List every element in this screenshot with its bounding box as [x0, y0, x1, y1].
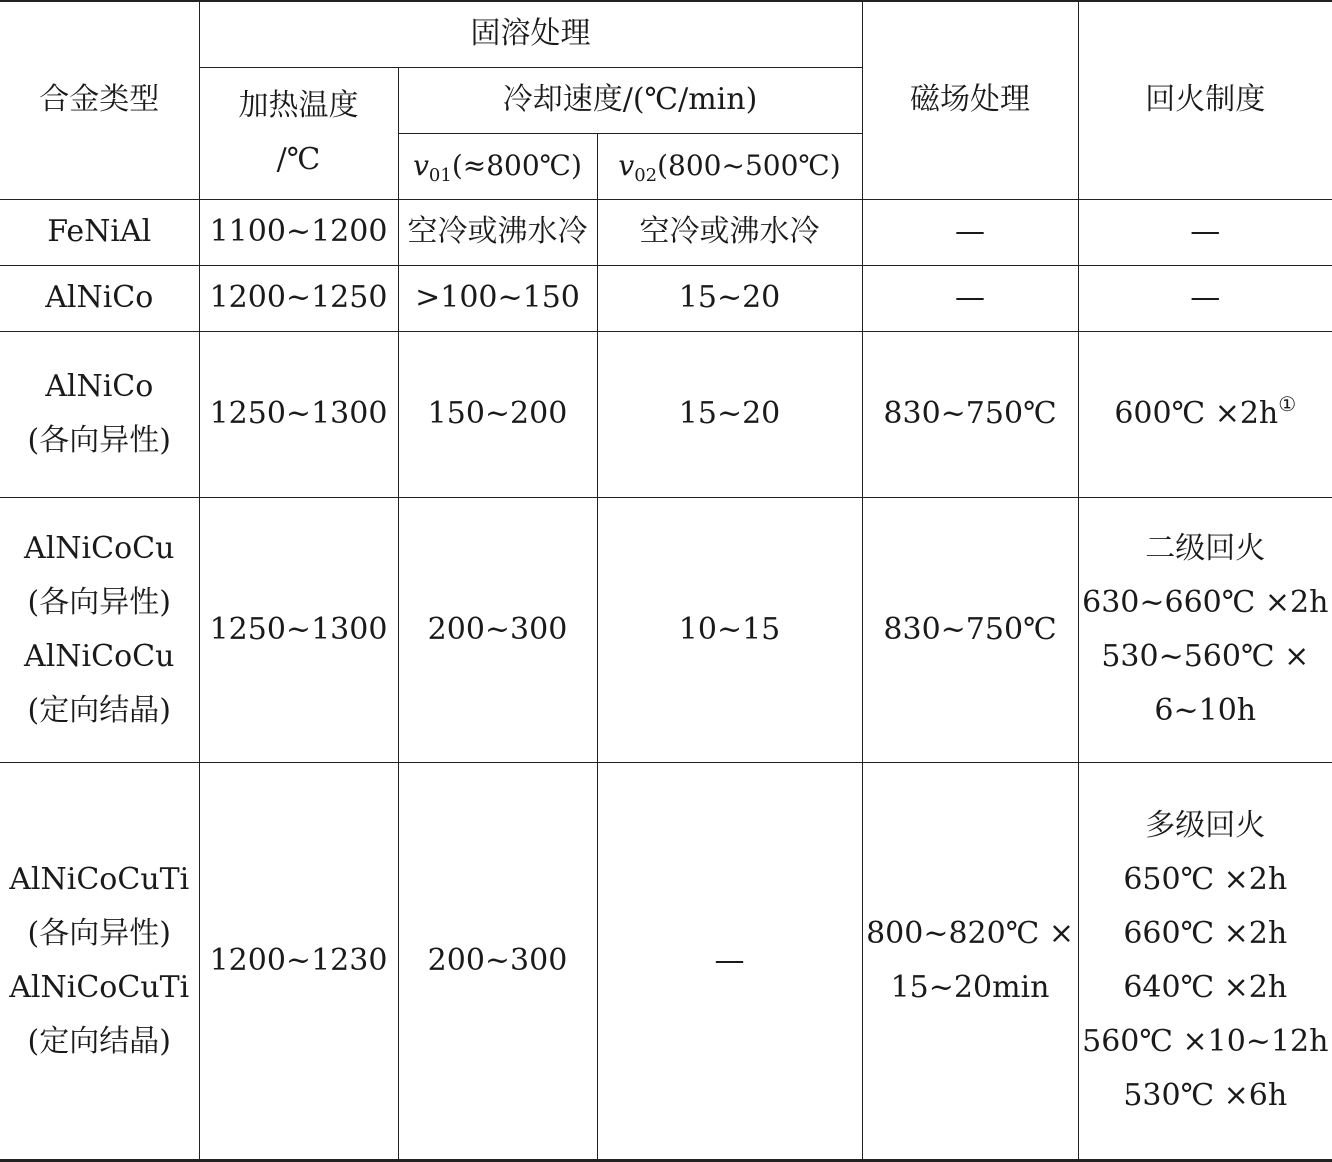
- table-row: [0, 199, 1332, 265]
- cell-heating-temp: 1250~1300: [199, 497, 398, 762]
- cell-alloy-type-line: AlNiCo: [45, 280, 154, 315]
- v02-subscript: 02: [634, 165, 658, 186]
- cell-tempering-line: 530℃ ×6h: [1123, 1077, 1288, 1113]
- cell-tempering: [1078, 331, 1332, 497]
- cell-cooling-v01: >100~150: [398, 265, 597, 331]
- cell-tempering-line: 二级回火: [1145, 530, 1266, 566]
- cell-cooling-v01: 200~300: [398, 762, 597, 1160]
- cell-tempering-line: 530~560℃ ×: [1101, 638, 1310, 674]
- cell-tempering: [1078, 199, 1332, 265]
- cell-tempering-line: 630~660℃ ×2h: [1082, 584, 1329, 620]
- table-row: [0, 762, 1332, 1160]
- cell-magnetic-treatment-line: —: [955, 280, 986, 315]
- cell-magnetic-treatment-line: —: [955, 214, 986, 249]
- cell-tempering-line: —: [1190, 280, 1221, 315]
- cell-tempering-line: 560℃ ×10~12h: [1082, 1023, 1329, 1059]
- cell-alloy-type-line: AlNiCoCuTi: [9, 861, 190, 897]
- cell-alloy-type-line: AlNiCo: [45, 369, 154, 404]
- v01-symbol: v: [413, 149, 429, 182]
- cell-tempering: [1078, 497, 1332, 762]
- header-heating-temp-unit: /℃: [276, 142, 321, 177]
- cell-magnetic-treatment-line: 830~750℃: [883, 396, 1057, 431]
- v01-range: (≈800℃): [451, 149, 582, 182]
- cell-magnetic-treatment-line: 830~750℃: [883, 611, 1057, 647]
- header-v02: [597, 133, 862, 199]
- cell-alloy-type-line: AlNiCoCuTi: [9, 969, 190, 1005]
- cell-cooling-v02: 15~20: [597, 331, 862, 497]
- cell-cooling-v01: 200~300: [398, 497, 597, 762]
- cell-tempering-line: 6~10h: [1154, 692, 1257, 728]
- cell-alloy-type: [0, 497, 199, 762]
- cell-magnetic-treatment-line: 15~20min: [890, 969, 1050, 1005]
- header-cooling-rate: 冷却速度/(℃/min): [398, 67, 862, 133]
- v02-range: (800~500℃): [657, 149, 841, 182]
- header-alloy-type: 合金类型: [0, 1, 199, 199]
- cell-cooling-v02: —: [597, 762, 862, 1160]
- cell-heating-temp: 1200~1250: [199, 265, 398, 331]
- cell-magnetic-treatment: [862, 762, 1078, 1160]
- cell-heating-temp: 1250~1300: [199, 331, 398, 497]
- cell-tempering-line: 600℃ ×2h: [1114, 396, 1279, 431]
- v01-subscript: 01: [428, 165, 452, 186]
- cell-alloy-type: [0, 331, 199, 497]
- v02-symbol: v: [618, 149, 635, 182]
- cell-heating-temp: 1200~1230: [199, 762, 398, 1160]
- header-v01: [398, 133, 597, 199]
- cell-magnetic-treatment: [862, 199, 1078, 265]
- table-row: [0, 331, 1332, 497]
- header-solution-treatment: 固溶处理: [199, 1, 862, 67]
- cell-alloy-type-line: AlNiCoCu: [24, 530, 175, 566]
- table-row: [0, 265, 1332, 331]
- cell-cooling-v02: 空冷或沸水冷: [597, 199, 862, 265]
- cell-cooling-v02: 10~15: [597, 497, 862, 762]
- header-magnetic-treatment: 磁场处理: [862, 1, 1078, 199]
- cell-cooling-v02: 15~20: [597, 265, 862, 331]
- table-row: [0, 497, 1332, 762]
- cell-alloy-type-line: (定向结晶): [27, 692, 171, 728]
- cell-alloy-type-line: AlNiCoCu: [24, 638, 175, 674]
- header-heating-temp-label: 加热温度: [238, 88, 359, 123]
- cell-tempering: [1078, 265, 1332, 331]
- cell-cooling-v01: 150~200: [398, 331, 597, 497]
- cell-alloy-type-line: (各向异性): [27, 915, 171, 951]
- header-row-1: [0, 1, 1332, 67]
- cell-alloy-type-line: (各向异性): [27, 423, 171, 458]
- cell-alloy-type-line: (定向结晶): [27, 1023, 171, 1059]
- cell-magnetic-treatment-line: 800~820℃ ×: [866, 915, 1074, 951]
- cell-alloy-type: [0, 762, 199, 1160]
- cell-cooling-v01: 空冷或沸水冷: [398, 199, 597, 265]
- cell-alloy-type-line: FeNiAl: [47, 214, 152, 249]
- cell-tempering-line: 多级回火: [1145, 807, 1266, 843]
- footnote-marker: ①: [1278, 392, 1297, 416]
- cell-alloy-type: [0, 265, 199, 331]
- cell-magnetic-treatment: [862, 497, 1078, 762]
- cell-tempering-line: —: [1190, 214, 1221, 249]
- header-heating-temp: [199, 67, 398, 199]
- cell-alloy-type: [0, 199, 199, 265]
- cell-tempering-line: 650℃ ×2h: [1123, 861, 1288, 897]
- cell-tempering-line: 640℃ ×2h: [1123, 969, 1288, 1005]
- cell-tempering: [1078, 762, 1332, 1160]
- header-tempering: 回火制度: [1078, 1, 1332, 199]
- cell-magnetic-treatment: [862, 265, 1078, 331]
- cell-tempering-line: 660℃ ×2h: [1123, 915, 1288, 951]
- cell-heating-temp: 1100~1200: [199, 199, 398, 265]
- cell-magnetic-treatment: [862, 331, 1078, 497]
- cell-alloy-type-line: (各向异性): [27, 584, 171, 620]
